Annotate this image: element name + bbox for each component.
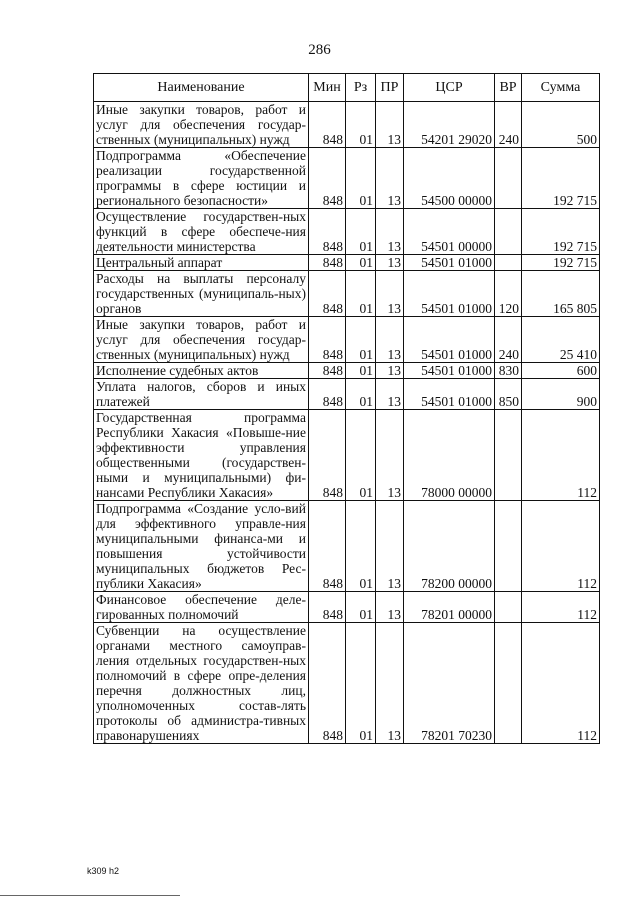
row-csr: 54501 01000 [404,363,495,379]
row-rz: 01 [346,623,376,744]
row-min: 848 [309,501,346,592]
table-row [94,102,600,148]
row-min: 848 [309,410,346,501]
row-vr [495,209,522,255]
header-sum: Сумма [522,74,600,102]
row-name: Подпрограмма «Обеспечение реализации государственной программы в сфере юстиции и регионального безопасности» [94,148,309,209]
table-row [94,623,600,744]
row-csr: 54501 01000 [404,271,495,317]
row-name: Центральный аппарат [94,255,309,271]
row-pr: 13 [376,209,404,255]
row-sum: 112 [522,623,600,744]
header-pr: ПР [376,74,404,102]
budget-table [93,73,600,744]
header-csr: ЦСР [404,74,495,102]
row-pr: 13 [376,271,404,317]
row-rz: 01 [346,501,376,592]
table-header-row [94,74,600,102]
row-name: Государственная программа Республики Хакасия «Повыше-ние эффективности управления общественными (государствен-ными и муниципальными) фи-нансами Республики Хакасия» [94,410,309,501]
row-pr: 13 [376,317,404,363]
row-pr: 13 [376,102,404,148]
row-sum: 112 [522,410,600,501]
row-vr [495,148,522,209]
row-sum: 112 [522,592,600,623]
row-min: 848 [309,209,346,255]
row-min: 848 [309,592,346,623]
table-row [94,501,600,592]
row-sum: 165 805 [522,271,600,317]
table-row [94,410,600,501]
row-rz: 01 [346,410,376,501]
row-rz: 01 [346,209,376,255]
row-vr [495,592,522,623]
row-csr: 54201 29020 [404,102,495,148]
row-name: Уплата налогов, сборов и иных платежей [94,379,309,410]
row-pr: 13 [376,501,404,592]
row-name: Иные закупки товаров, работ и услуг для обеспечения государ-ственных (муниципальных) нужд [94,317,309,363]
row-sum: 112 [522,501,600,592]
page-number: 286 [308,42,331,58]
table-row [94,379,600,410]
row-csr: 78000 00000 [404,410,495,501]
row-vr: 830 [495,363,522,379]
row-rz: 01 [346,148,376,209]
row-sum: 192 715 [522,209,600,255]
row-min: 848 [309,623,346,744]
row-pr: 13 [376,379,404,410]
header-min: Мин [309,74,346,102]
table-row [94,271,600,317]
row-vr [495,255,522,271]
row-name: Субвенции на осуществление органами местного самоуправ-ления отдельных государствен-ных полномочий в сфере опре-деления перечня должностных лиц, уполномоченных состав-лять протоколы об администра-тивных правонарушениях [94,623,309,744]
row-rz: 01 [346,271,376,317]
row-pr: 13 [376,148,404,209]
row-pr: 13 [376,255,404,271]
footer-code: k309 h2 [87,866,120,876]
row-min: 848 [309,379,346,410]
row-sum: 500 [522,102,600,148]
bottom-rule [0,895,180,896]
row-vr: 120 [495,271,522,317]
row-vr [495,623,522,744]
row-csr: 54500 00000 [404,148,495,209]
row-vr: 850 [495,379,522,410]
header-rz: Рз [346,74,376,102]
row-rz: 01 [346,255,376,271]
row-rz: 01 [346,317,376,363]
row-rz: 01 [346,102,376,148]
row-csr: 54501 01000 [404,379,495,410]
row-rz: 01 [346,363,376,379]
row-rz: 01 [346,379,376,410]
row-csr: 78201 00000 [404,592,495,623]
row-sum: 25 410 [522,317,600,363]
row-min: 848 [309,271,346,317]
row-pr: 13 [376,363,404,379]
row-min: 848 [309,363,346,379]
row-pr: 13 [376,592,404,623]
table-row [94,363,600,379]
table-row [94,209,600,255]
row-sum: 600 [522,363,600,379]
row-sum: 900 [522,379,600,410]
row-csr: 54501 01000 [404,255,495,271]
row-sum: 192 715 [522,148,600,209]
row-csr: 54501 01000 [404,317,495,363]
row-csr: 54501 00000 [404,209,495,255]
row-vr: 240 [495,317,522,363]
table-row [94,255,600,271]
row-pr: 13 [376,410,404,501]
row-name: Исполнение судебных актов [94,363,309,379]
row-name: Осуществление государствен-ных функций в сфере обеспече-ния деятельности министерства [94,209,309,255]
row-name: Расходы на выплаты персоналу государственных (муниципаль-ных) органов [94,271,309,317]
row-vr [495,410,522,501]
row-name: Иные закупки товаров, работ и услуг для обеспечения государ-ственных (муниципальных) нужд [94,102,309,148]
header-name: Наименование [94,74,309,102]
table-row [94,148,600,209]
row-csr: 78200 00000 [404,501,495,592]
row-vr: 240 [495,102,522,148]
header-vr: ВР [495,74,522,102]
row-vr [495,501,522,592]
row-min: 848 [309,148,346,209]
row-name: Финансовое обеспечение деле-гированных полномочий [94,592,309,623]
row-sum: 192 715 [522,255,600,271]
row-csr: 78201 70230 [404,623,495,744]
table-row [94,317,600,363]
table-row [94,592,600,623]
row-min: 848 [309,102,346,148]
row-min: 848 [309,317,346,363]
row-min: 848 [309,255,346,271]
row-name: Подпрограмма «Создание усло-вий для эффективного управле-ния муниципальными финанса-ми и повышения устойчивости муниципальных бюджетов Рес-публики Хакасия» [94,501,309,592]
row-pr: 13 [376,623,404,744]
row-rz: 01 [346,592,376,623]
